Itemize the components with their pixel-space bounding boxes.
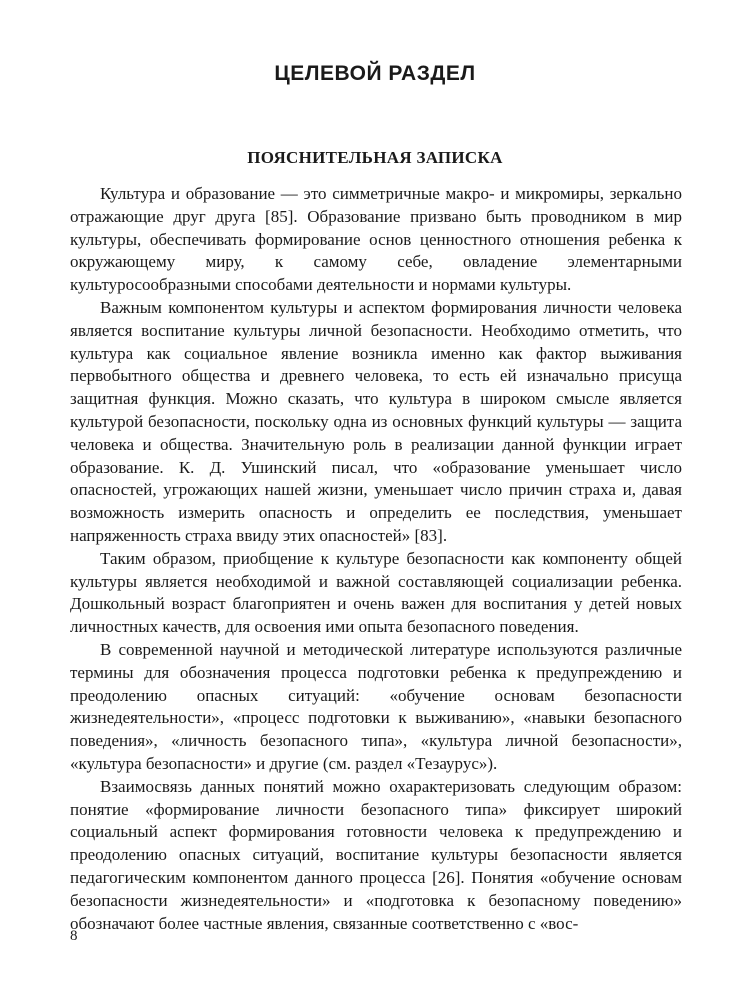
page-number: 8	[70, 928, 78, 944]
paragraph: Культура и образование — это симметричные макро- и микромиры, зеркально отражающие друг друга [85]. Образование призвано быть проводником в мир культуры, обеспечивать формирование основ ценностного отношения ребенка к окружающему миру, к самому себе, овладение элементарными культуросообразными способами деятельности и нормами культуры.	[70, 184, 682, 295]
paragraph: В современной научной и методической литературе используются различные термины для обозначения процесса подготовки ребенка к предупреждению и преодолению опасных ситуаций: «обучение основам безопасности жизнедеятельности», «процесс подготовки к выживанию», «навыки безопасного поведения», «личность безопасного типа», «культура личной безопасности», «культура безопасности» и другие (см. раздел «Тезаурус»).	[70, 639, 682, 773]
paragraph: Таким образом, приобщение к культуре безопасности как компоненту общей культуры является необходимой и важной составляющей социализации ребенка. Дошкольный возраст благоприятен и очень важен для воспитания у детей новых личностных качеств, для освоения ими опыта безопасного поведения.	[70, 548, 682, 637]
subsection-title: ПОЯСНИТЕЛЬНАЯ ЗАПИСКА	[247, 148, 503, 167]
body-text	[70, 183, 682, 935]
paragraph: Взаимосвязь данных понятий можно охарактеризовать следующим образом: понятие «формирование личности безопасного типа» фиксирует широкий социальный аспект формирования готовности человека к предупреждению и преодолению опасных ситуаций, воспитание культуры безопасности является педагогическим компонентом данного процесса [26]. Понятия «обучение основам безопасности жизнедеятельности» и «подготовка к безопасному поведению» обозначают более частные явления, связанные соответственно с «вос-	[70, 776, 682, 933]
section-title: ЦЕЛЕВОЙ РАЗДЕЛ	[274, 62, 476, 85]
paragraph: Важным компонентом культуры и аспектом формирования личности человека является воспитание культуры личной безопасности. Необходимо отметить, что культура как социальное явление возникла именно как фактор выживания первобытного общества и древнего человека, то есть ей изначально присуща защитная функция. Можно сказать, что культура в широком смысле является культурой безопасности, поскольку одна из основных функций культуры — защита человека и общества. Значительную роль в реализации данной функции играет образование. К. Д. Ушинский писал, что «образование уменьшает число опасностей, угрожающих нашей жизни, уменьшает число причин страха и, давая возможность измерить опасность и определить ее последствия, уменьшает напряженность страха ввиду этих опасностей» [83].	[70, 297, 682, 545]
